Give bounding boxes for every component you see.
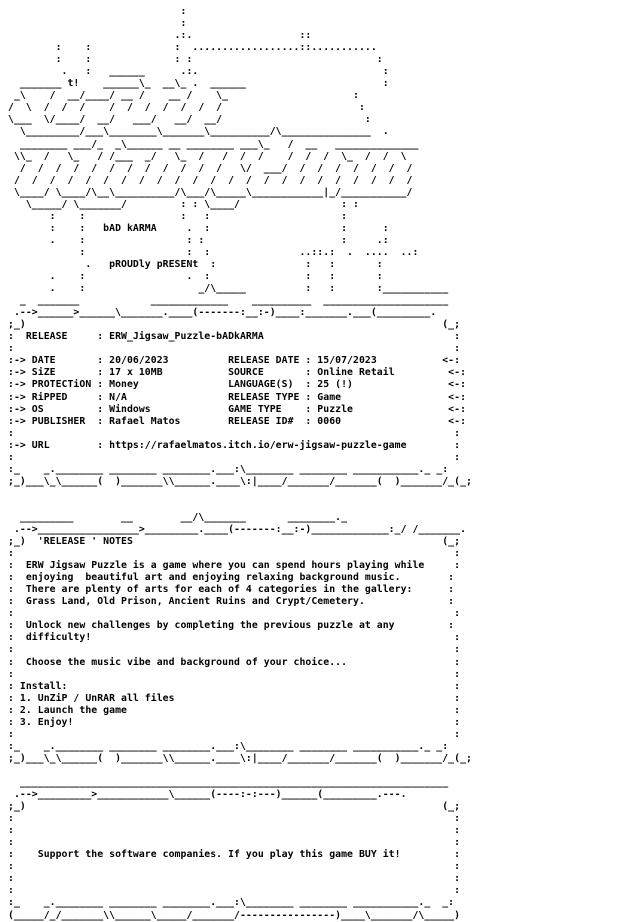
- nfo-line: : :: [8, 728, 461, 740]
- nfo-line: : :: [8, 343, 461, 355]
- nfo-line: ;_) (_;: [8, 319, 461, 331]
- nfo-line: :-> PROTECTiON : Money LANGUAGE(S) : 25 (!) <-:: [8, 379, 467, 391]
- nfo-line: [8, 488, 472, 500]
- nfo-line: :-> DATE : 20/06/2023 RELEASE DATE : 15/07/2023 <-:: [8, 355, 461, 367]
- nfo-line: .-->_________________>_________.____(-------:__:-)_____________:_/ /_______.: [8, 524, 467, 536]
- nfo-line: / / / / / / / / / / / / / / / / / / / / / / /: [8, 174, 413, 186]
- nfo-line: [8, 500, 472, 512]
- nfo-line: . : . : : : :: [8, 271, 383, 283]
- nfo-line: .:. ::: [8, 30, 312, 42]
- nfo-line: / / / / / / / / / / / / \/ ___/ / / / / / / /: [8, 162, 413, 174]
- nfo-line: :: [8, 6, 187, 17]
- nfo-line: : ERW Jigsaw Puzzle is a game where you can spend hours playing while :: [8, 560, 461, 572]
- nfo-line: :-> SiZE : 17 x 10MB SOURCE : Online Retail <-:: [8, 367, 467, 379]
- nfo-line: ;_) (_;: [8, 801, 461, 813]
- nfo-line: : :: [8, 885, 461, 897]
- nfo-line: : :: [8, 427, 461, 439]
- nfo-line: : Choose the music vibe and background of your choice... :: [8, 656, 461, 668]
- nfo-line: ;_)___\_\______( )_______\\______.____\:|____/_______/_______( )_______/_(_;: [8, 752, 472, 764]
- nfo-line: \___ \/____/ __/ ___/ __/ __/ :: [8, 114, 371, 126]
- nfo-line: : : : ..::.: . .... ..:: [8, 246, 419, 258]
- nfo-line: _ _______ _____________ __________ _____________________: [8, 295, 449, 307]
- nfo-line: .-->_________>____________\______(----:-:---)______(_________.---.: [8, 789, 407, 801]
- nfo-line: \\_ / \_ / /___ _/ \_ / / / / / / / \_ / / \: [8, 150, 407, 162]
- nfo-line: :_ _.________ ________ ________.___:\________ ________ ___________._ _:: [8, 463, 449, 475]
- nfo-line: : :: [8, 451, 461, 463]
- nfo-line: :-> PUBLISHER : Rafael Matos RELEASE ID# : 0060 <-:: [8, 415, 467, 427]
- nfo-line: : :: [8, 825, 461, 837]
- nfo-line: . : ______ .:. :: [8, 66, 389, 78]
- nfo-line: : 1. UnZiP / UnRAR all files :: [8, 692, 461, 704]
- nfo-line: : : : : :: [8, 54, 383, 66]
- nfo-line: ________________________________________________________________________: [8, 777, 449, 788]
- nfo-line: ;_) 'RELEASE ' NOTES (_;: [8, 536, 461, 548]
- nfo-line: _______ t! ______\_ __\_ . ______ :: [8, 78, 389, 90]
- nfo-line: : Install: :: [8, 680, 461, 692]
- nfo-line: : 2. Launch the game :: [8, 704, 461, 716]
- nfo-line: \_________/___\________\_______\__________/\_______________ .: [8, 126, 389, 138]
- nfo-line: : :: [8, 813, 461, 825]
- nfo-line: : :: [8, 837, 461, 849]
- nfo-line: : 3. Enjoy! :: [8, 716, 461, 728]
- nfo-line: _________ __ __/\_______ ________._: [8, 511, 348, 523]
- nfo-line: . : _/\_____ : : :___________: [8, 283, 449, 295]
- nfo-line: [8, 765, 472, 777]
- nfo-line: : :: [8, 608, 461, 620]
- nfo-line: : :: [8, 873, 461, 885]
- nfo-line: : :: [8, 644, 461, 656]
- nfo-line: .-->______>______\_______.____(-------:__:-)____:_______.___(_________.: [8, 307, 437, 319]
- nfo-line: : Unlock new challenges by completing the previous puzzle at any :: [8, 620, 455, 632]
- nfo-line: : : : ..................::...........: [8, 42, 377, 54]
- nfo-line: : :: [8, 668, 461, 680]
- nfo-line: : enjoying beautiful art and enjoying relaxing background music. :: [8, 572, 455, 584]
- nfo-line: (_____/_/_______\\______\_____/_______/----------------)____\_______/\_____): [8, 909, 461, 921]
- nfo-line: :_ _.________ ________ ________.___:\________ ________ ___________._ _:: [8, 897, 455, 909]
- nfo-line: : difficulty! :: [8, 632, 461, 644]
- nfo-line: : :: [8, 861, 461, 873]
- nfo-line: ________ ___/_ _\______ __ ________ ___\_ / __ ______________: [8, 138, 419, 150]
- nfo-line: _\ / __/____/ __ / __ / \_ :: [8, 90, 359, 102]
- nfo-line: :-> RiPPED : N/A RELEASE TYPE : Game <-:: [8, 391, 467, 403]
- nfo-line: :_ _.________ ________ ________.___:\________ ________ ___________._ _:: [8, 740, 449, 752]
- nfo-line: :-> OS : Windows GAME TYPE : Puzzle <-:: [8, 403, 467, 415]
- nfo-line: : : bAD kARMA . : : :: [8, 222, 389, 234]
- nfo-line: : : : : :: [8, 210, 348, 222]
- nfo-text: [8, 6, 472, 922]
- nfo-line: ;_)___\_\______( )_______\\______.____\:|____/_______/_______( )_______/_(_;: [8, 475, 472, 487]
- nfo-line: . pROUDly pRESENt : : : :: [8, 258, 383, 270]
- nfo-line: / \ / / / / / / / / / / :: [8, 102, 365, 114]
- nfo-line: : RELEASE : ERW_Jigsaw_Puzzle-bADkARMA :: [8, 331, 461, 343]
- nfo-line: : There are plenty of arts for each of 4 categories in the gallery: :: [8, 584, 455, 596]
- nfo-line: :: [8, 18, 187, 30]
- nfo-line: \_____/ \_______/ : : \____/ : :: [8, 198, 359, 210]
- nfo-line: : Support the software companies. If you play this game BUY it! :: [8, 849, 461, 861]
- nfo-line: \____/ \____/\__\__________/\___/\_____\____________|_/___________/: [8, 186, 413, 198]
- nfo-line: . : : : : .:: [8, 234, 389, 246]
- nfo-line: :-> URL : https://rafaelmatos.itch.io/erw-jigsaw-puzzle-game :: [8, 439, 461, 451]
- nfo-line: : Grass Land, Old Prison, Ancient Ruins and Crypt/Cemetery. :: [8, 596, 455, 608]
- nfo-line: : :: [8, 548, 461, 560]
